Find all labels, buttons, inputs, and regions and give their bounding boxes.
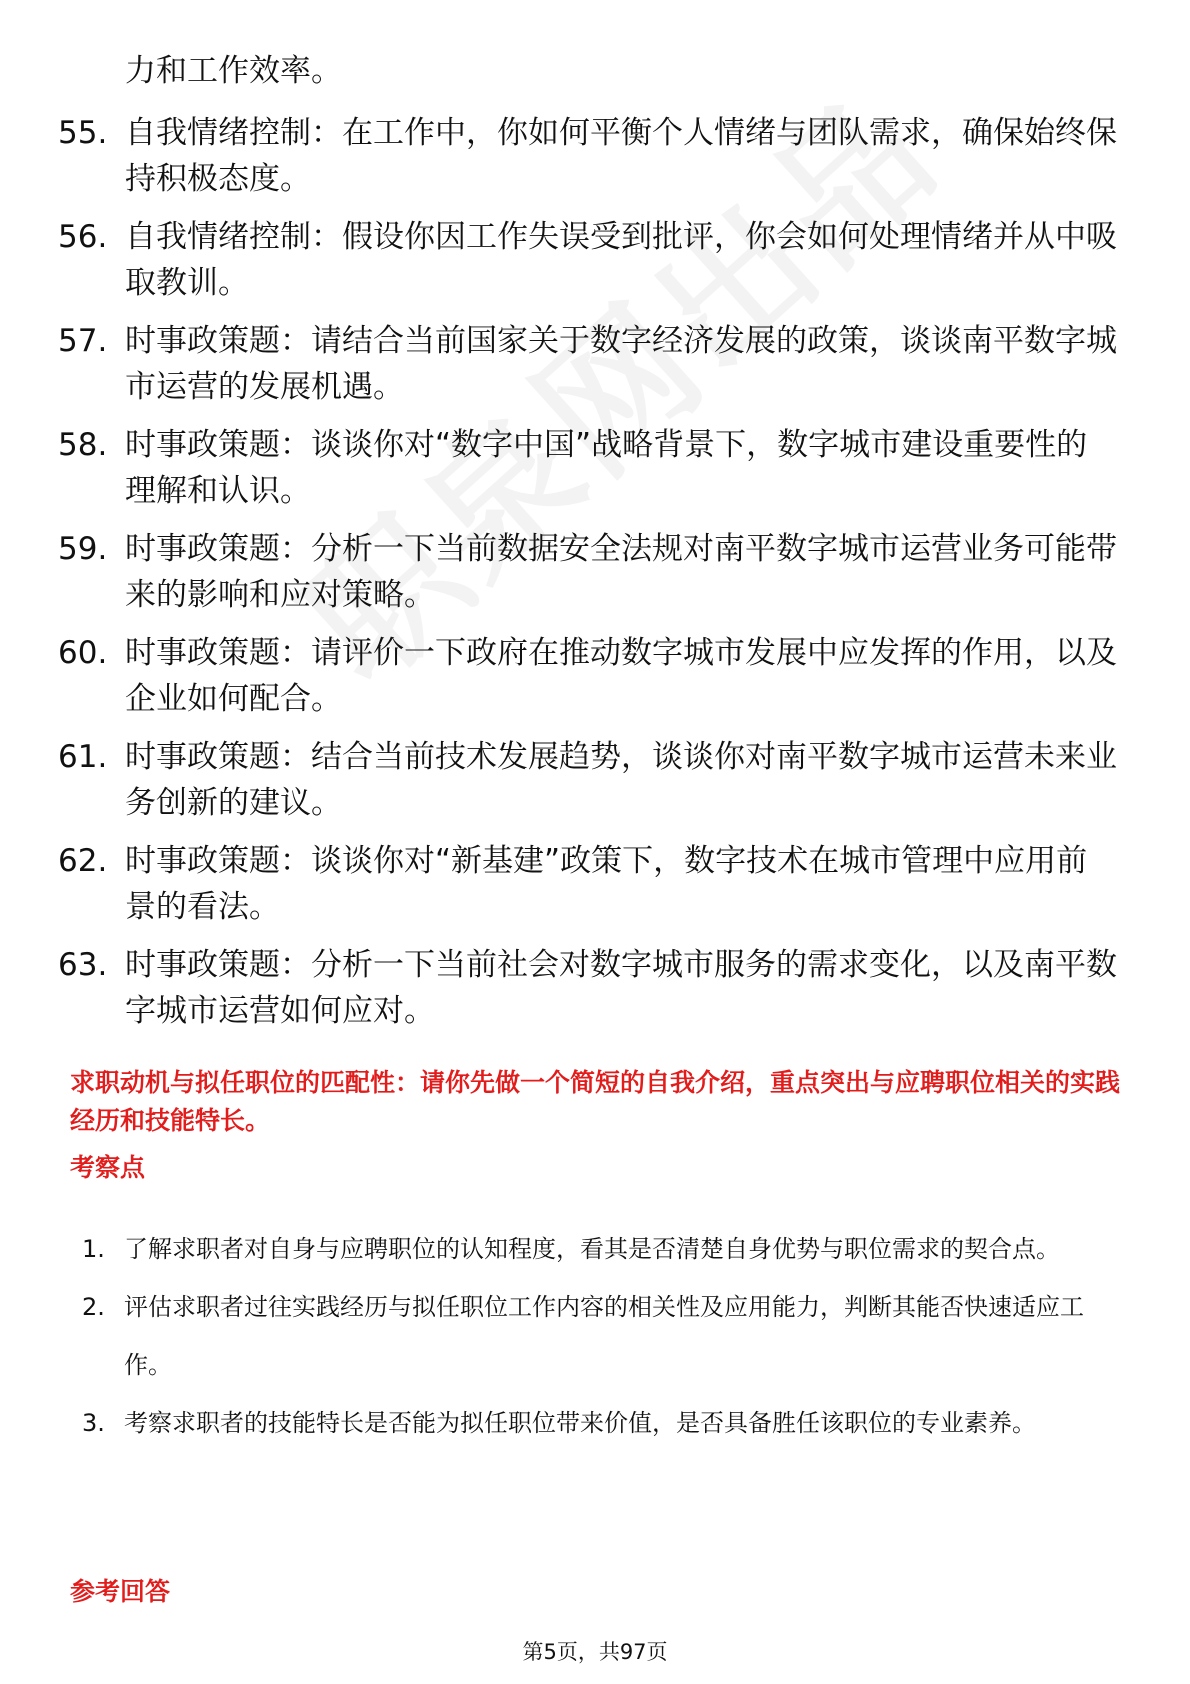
list-item: [58, 838, 1118, 930]
list-item: [58, 942, 1118, 1034]
point-text: 评估求职者过往实践经历与拟任职位工作内容的相关性及应用能力，判断其能否快速适应工作。: [124, 1293, 1084, 1379]
section-title-points: 考察点: [70, 1153, 146, 1182]
point-number: 2.: [82, 1293, 105, 1321]
point-number: 3.: [82, 1409, 105, 1437]
points-list: [82, 1220, 1112, 1452]
interview-question-heading: 求职动机与拟任职位的匹配性：请你先做一个简短的自我介绍，重点突出与应聘职位相关的实践经历和技能特长。: [70, 1068, 1121, 1135]
question-number: 63.: [58, 947, 108, 983]
point-number: 1.: [82, 1235, 105, 1263]
section-title-answer: 参考回答: [70, 1577, 171, 1606]
question-number: 58.: [58, 427, 108, 463]
list-item: [82, 1394, 1112, 1452]
list-item: [58, 110, 1118, 202]
list-item: [58, 318, 1118, 410]
question-text: 自我情绪控制：假设你因工作失误受到批评，你会如何处理情绪并从中吸取教训。: [125, 219, 1117, 301]
question-text: 时事政策题：请结合当前国家关于数字经济发展的政策，谈谈南平数字城市运营的发展机遇。: [125, 323, 1117, 405]
list-item: [58, 734, 1118, 826]
question-number: 61.: [58, 739, 108, 775]
list-item: [82, 1278, 1112, 1394]
list-item: [58, 422, 1118, 514]
question-number: 56.: [58, 219, 108, 255]
list-item: [82, 1220, 1112, 1278]
list-item: [58, 526, 1118, 618]
list-item: [58, 630, 1118, 722]
question-number: 57.: [58, 323, 108, 359]
question-number: 60.: [58, 635, 108, 671]
question-text: 时事政策题：请评价一下政府在推动数字城市发展中应发挥的作用，以及企业如何配合。: [125, 635, 1117, 717]
question-number: 55.: [58, 115, 108, 151]
question-text: 自我情绪控制：在工作中，你如何平衡个人情绪与团队需求，确保始终保持积极态度。: [125, 115, 1117, 197]
question-number: 59.: [58, 531, 108, 567]
question-text: 时事政策题：谈谈你对“新基建”政策下，数字技术在城市管理中应用前景的看法。: [125, 843, 1088, 925]
question-number: 62.: [58, 843, 108, 879]
point-text: 考察求职者的技能特长是否能为拟任职位带来价值，是否具备胜任该职位的专业素养。: [124, 1409, 1036, 1437]
question-list: [58, 110, 1118, 1046]
question-text: 时事政策题：分析一下当前数据安全法规对南平数字城市运营业务可能带来的影响和应对策略。: [125, 531, 1117, 613]
question-text: 时事政策题：谈谈你对“数字中国”战略背景下，数字城市建设重要性的理解和认识。: [125, 427, 1088, 509]
point-text: 了解求职者对自身与应聘职位的认知程度，看其是否清楚自身优势与职位需求的契合点。: [124, 1235, 1060, 1263]
continuation-text: 力和工作效率。: [125, 53, 342, 89]
page-footer: 第5页，共97页: [522, 1640, 668, 1664]
question-text: 时事政策题：结合当前技术发展趋势，谈谈你对南平数字城市运营未来业务创新的建议。: [125, 739, 1117, 821]
question-text: 时事政策题：分析一下当前社会对数字城市服务的需求变化，以及南平数字城市运营如何应对。: [125, 947, 1117, 1029]
list-item: [58, 214, 1118, 306]
